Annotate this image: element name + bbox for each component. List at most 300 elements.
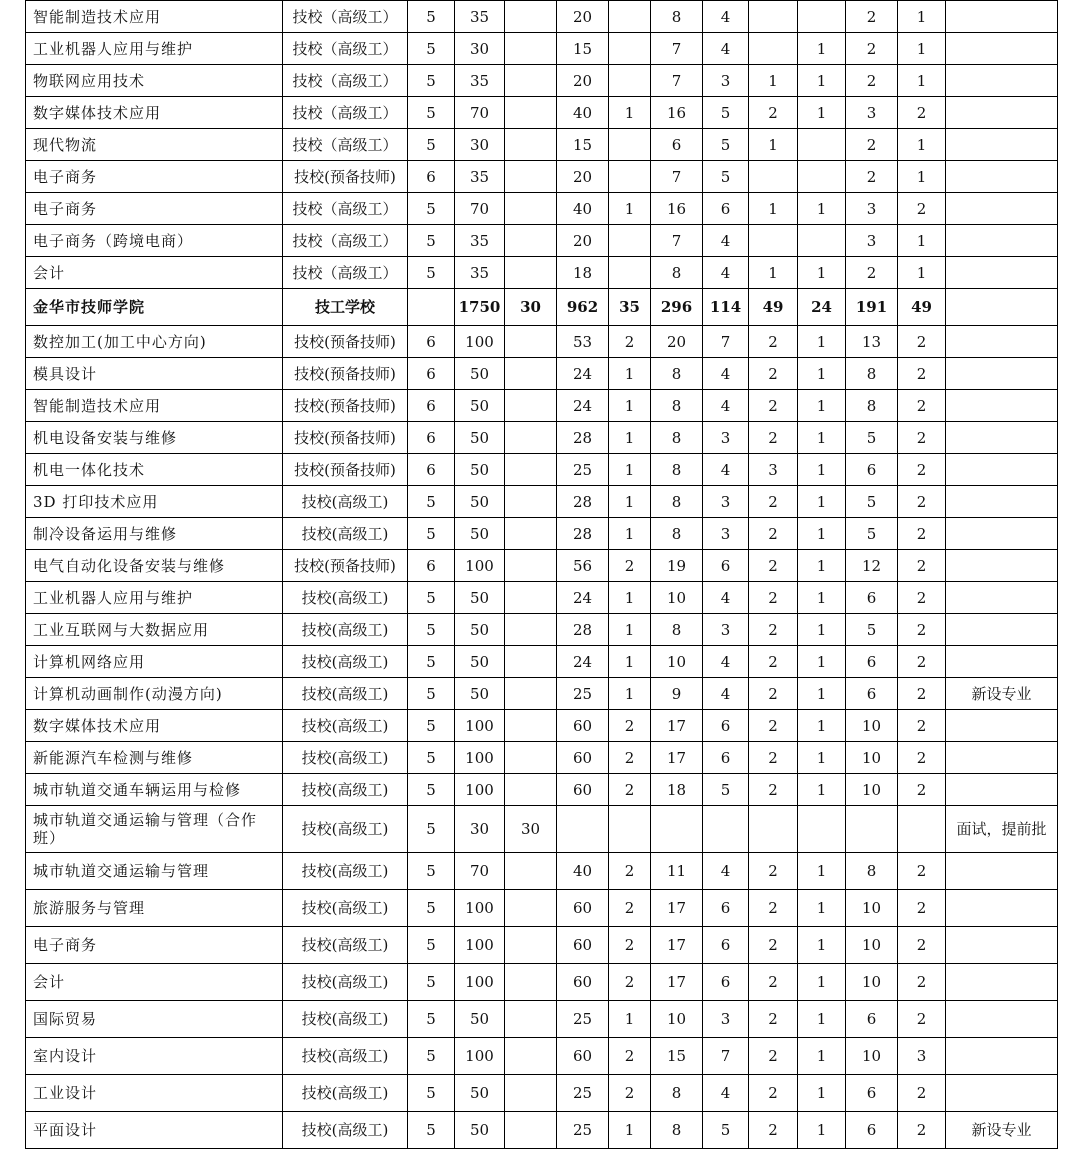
table-cell <box>798 806 846 853</box>
table-cell: 24 <box>557 390 609 422</box>
table-cell: 100 <box>455 774 505 806</box>
table-cell: 9 <box>651 678 703 710</box>
table-row-subtotal <box>26 289 1058 326</box>
table-cell: 70 <box>455 193 505 225</box>
table-cell: 2 <box>609 890 651 927</box>
table-cell: 53 <box>557 326 609 358</box>
table-cell: 1 <box>609 422 651 454</box>
table-cell: 8 <box>651 454 703 486</box>
table-cell: 60 <box>557 710 609 742</box>
school-type-cell: 技校(预备技师) <box>283 422 408 454</box>
table-cell: 8 <box>846 358 898 390</box>
table-cell: 2 <box>898 518 946 550</box>
table-cell: 40 <box>557 97 609 129</box>
remark-cell <box>946 161 1058 193</box>
table-cell: 2 <box>898 326 946 358</box>
table-cell: 5 <box>408 806 455 853</box>
major-name-cell: 平面设计 <box>26 1112 283 1149</box>
table-cell: 191 <box>846 289 898 326</box>
table-cell: 6 <box>846 678 898 710</box>
table-cell: 5 <box>408 1112 455 1149</box>
table-cell: 18 <box>651 774 703 806</box>
school-type-cell: 技校(高级工) <box>283 1112 408 1149</box>
table-cell: 19 <box>651 550 703 582</box>
table-cell <box>505 774 557 806</box>
table-cell: 1 <box>749 193 798 225</box>
table-row <box>26 454 1058 486</box>
table-cell: 6 <box>703 890 749 927</box>
remark-cell <box>946 422 1058 454</box>
major-name-cell: 模具设计 <box>26 358 283 390</box>
remark-cell <box>946 964 1058 1001</box>
table-cell <box>505 1001 557 1038</box>
school-type-cell: 技校(高级工) <box>283 1075 408 1112</box>
table-cell: 1 <box>798 710 846 742</box>
table-cell: 2 <box>898 927 946 964</box>
table-row <box>26 1038 1058 1075</box>
table-cell: 25 <box>557 1075 609 1112</box>
major-name-cell: 城市轨道交通运输与管理 <box>26 853 283 890</box>
table-row <box>26 774 1058 806</box>
table-cell: 50 <box>455 582 505 614</box>
table-cell: 2 <box>749 582 798 614</box>
table-cell: 5 <box>408 890 455 927</box>
major-name-cell: 工业机器人应用与维护 <box>26 33 283 65</box>
table-cell: 17 <box>651 710 703 742</box>
table-cell: 100 <box>455 1038 505 1075</box>
table-cell <box>749 161 798 193</box>
table-cell: 2 <box>898 853 946 890</box>
table-cell <box>505 326 557 358</box>
table-cell: 8 <box>651 1075 703 1112</box>
table-cell: 5 <box>408 225 455 257</box>
school-type-cell: 技校(高级工) <box>283 678 408 710</box>
table-cell: 2 <box>898 710 946 742</box>
table-row <box>26 486 1058 518</box>
table-cell: 5 <box>703 129 749 161</box>
table-cell: 2 <box>749 710 798 742</box>
table-cell: 1 <box>798 65 846 97</box>
major-name-cell: 数控加工(加工中心方向) <box>26 326 283 358</box>
table-cell: 4 <box>703 257 749 289</box>
table-cell <box>505 853 557 890</box>
major-name-cell: 城市轨道交通车辆运用与检修 <box>26 774 283 806</box>
table-cell: 2 <box>749 678 798 710</box>
table-cell: 17 <box>651 964 703 1001</box>
major-name-cell: 工业互联网与大数据应用 <box>26 614 283 646</box>
table-row <box>26 358 1058 390</box>
major-name-cell: 城市轨道交通运输与管理（合作班） <box>26 806 283 853</box>
major-name-cell: 制冷设备运用与维修 <box>26 518 283 550</box>
major-name-cell: 金华市技师学院 <box>26 289 283 326</box>
table-cell: 60 <box>557 774 609 806</box>
remark-cell <box>946 582 1058 614</box>
major-name-cell: 工业机器人应用与维护 <box>26 582 283 614</box>
table-cell: 5 <box>408 646 455 678</box>
school-type-cell: 技校(预备技师) <box>283 550 408 582</box>
table-cell: 1 <box>798 97 846 129</box>
table-cell: 1 <box>609 614 651 646</box>
school-type-cell: 技校（高级工） <box>283 1 408 33</box>
table-cell: 35 <box>455 225 505 257</box>
major-name-cell: 现代物流 <box>26 129 283 161</box>
remark-cell <box>946 97 1058 129</box>
table-cell: 6 <box>846 454 898 486</box>
remark-cell <box>946 33 1058 65</box>
major-name-cell: 会计 <box>26 964 283 1001</box>
table-cell: 24 <box>557 646 609 678</box>
remark-cell <box>946 853 1058 890</box>
table-cell: 2 <box>749 390 798 422</box>
table-cell <box>505 65 557 97</box>
table-cell: 49 <box>898 289 946 326</box>
table-cell: 6 <box>651 129 703 161</box>
table-cell: 8 <box>651 1112 703 1149</box>
table-cell: 6 <box>703 710 749 742</box>
major-name-cell: 电气自动化设备安装与维修 <box>26 550 283 582</box>
table-cell: 1 <box>798 390 846 422</box>
table-cell: 5 <box>408 742 455 774</box>
major-name-cell: 电子商务 <box>26 161 283 193</box>
table-cell: 5 <box>408 1038 455 1075</box>
remark-cell: 面试，提前批 <box>946 806 1058 853</box>
major-name-cell: 智能制造技术应用 <box>26 1 283 33</box>
remark-cell <box>946 927 1058 964</box>
school-type-cell: 技校（高级工） <box>283 97 408 129</box>
table-cell: 1 <box>749 257 798 289</box>
school-type-cell: 技校(预备技师) <box>283 390 408 422</box>
table-cell: 15 <box>651 1038 703 1075</box>
school-type-cell: 技校(高级工) <box>283 486 408 518</box>
table-cell: 30 <box>505 289 557 326</box>
table-cell: 1 <box>798 33 846 65</box>
major-name-cell: 会计 <box>26 257 283 289</box>
table-cell <box>505 225 557 257</box>
table-cell: 2 <box>749 964 798 1001</box>
table-row <box>26 1075 1058 1112</box>
table-cell: 4 <box>703 225 749 257</box>
school-type-cell: 技校(高级工) <box>283 853 408 890</box>
table-cell: 20 <box>557 161 609 193</box>
table-cell: 2 <box>749 518 798 550</box>
table-cell: 35 <box>609 289 651 326</box>
table-cell: 8 <box>651 358 703 390</box>
school-type-cell: 技工学校 <box>283 289 408 326</box>
major-name-cell: 新能源汽车检测与维修 <box>26 742 283 774</box>
table-cell: 10 <box>846 964 898 1001</box>
school-type-cell: 技校(预备技师) <box>283 358 408 390</box>
remark-cell <box>946 193 1058 225</box>
table-cell <box>846 806 898 853</box>
remark-cell <box>946 614 1058 646</box>
table-cell: 1 <box>609 193 651 225</box>
table-cell: 70 <box>455 853 505 890</box>
table-cell: 4 <box>703 454 749 486</box>
table-cell: 6 <box>703 964 749 1001</box>
table-cell: 2 <box>749 614 798 646</box>
table-cell: 2 <box>609 1038 651 1075</box>
table-cell: 6 <box>408 358 455 390</box>
table-cell: 1 <box>609 1112 651 1149</box>
table-cell: 4 <box>703 582 749 614</box>
major-name-cell: 机电设备安装与维修 <box>26 422 283 454</box>
table-cell: 1 <box>609 1001 651 1038</box>
table-cell: 5 <box>408 486 455 518</box>
school-type-cell: 技校(高级工) <box>283 710 408 742</box>
table-cell: 3 <box>703 422 749 454</box>
table-cell: 50 <box>455 1112 505 1149</box>
table-cell: 2 <box>749 97 798 129</box>
table-cell: 6 <box>408 550 455 582</box>
table-cell: 2 <box>898 486 946 518</box>
table-cell: 6 <box>408 422 455 454</box>
remark-cell <box>946 225 1058 257</box>
table-cell: 3 <box>846 225 898 257</box>
table-cell: 2 <box>609 550 651 582</box>
table-row <box>26 225 1058 257</box>
table-cell: 5 <box>703 161 749 193</box>
table-cell: 10 <box>651 646 703 678</box>
major-name-cell: 电子商务 <box>26 927 283 964</box>
remark-cell <box>946 710 1058 742</box>
table-cell: 5 <box>846 486 898 518</box>
table-cell: 17 <box>651 890 703 927</box>
table-cell: 2 <box>846 33 898 65</box>
table-cell: 35 <box>455 161 505 193</box>
school-type-cell: 技校(预备技师) <box>283 161 408 193</box>
remark-cell <box>946 1038 1058 1075</box>
table-cell: 10 <box>846 927 898 964</box>
table-cell: 2 <box>749 853 798 890</box>
table-cell: 2 <box>749 422 798 454</box>
table-cell: 100 <box>455 927 505 964</box>
table-cell: 1 <box>798 486 846 518</box>
remark-cell <box>946 742 1058 774</box>
table-cell: 35 <box>455 65 505 97</box>
table-cell: 3 <box>898 1038 946 1075</box>
table-cell: 30 <box>505 806 557 853</box>
table-cell: 5 <box>408 582 455 614</box>
table-cell: 1 <box>798 358 846 390</box>
table-cell: 18 <box>557 257 609 289</box>
table-cell: 2 <box>609 964 651 1001</box>
table-cell: 2 <box>898 1112 946 1149</box>
table-cell: 60 <box>557 890 609 927</box>
table-cell: 28 <box>557 422 609 454</box>
school-type-cell: 技校(高级工) <box>283 742 408 774</box>
table-cell <box>557 806 609 853</box>
table-cell: 1 <box>798 678 846 710</box>
table-row <box>26 129 1058 161</box>
table-cell: 1 <box>609 486 651 518</box>
table-row <box>26 1112 1058 1149</box>
table-cell <box>505 358 557 390</box>
table-cell: 8 <box>651 1 703 33</box>
major-name-cell: 工业设计 <box>26 1075 283 1112</box>
table-cell: 6 <box>703 193 749 225</box>
table-cell: 5 <box>408 193 455 225</box>
table-cell: 2 <box>749 326 798 358</box>
table-cell: 2 <box>898 454 946 486</box>
table-cell: 25 <box>557 678 609 710</box>
table-cell: 30 <box>455 129 505 161</box>
table-cell <box>505 927 557 964</box>
table-cell: 60 <box>557 742 609 774</box>
table-cell: 6 <box>408 161 455 193</box>
table-cell: 2 <box>898 774 946 806</box>
table-cell: 13 <box>846 326 898 358</box>
table-cell: 50 <box>455 1075 505 1112</box>
school-type-cell: 技校（高级工） <box>283 33 408 65</box>
remark-cell: 新设专业 <box>946 1112 1058 1149</box>
school-type-cell: 技校(高级工) <box>283 964 408 1001</box>
remark-cell <box>946 289 1058 326</box>
table-cell: 3 <box>703 486 749 518</box>
table-cell <box>505 193 557 225</box>
table-cell: 100 <box>455 550 505 582</box>
table-cell: 7 <box>703 326 749 358</box>
major-name-cell: 智能制造技术应用 <box>26 390 283 422</box>
table-cell: 2 <box>846 65 898 97</box>
table-cell: 1 <box>609 518 651 550</box>
remark-cell <box>946 454 1058 486</box>
table-cell: 5 <box>408 964 455 1001</box>
table-cell: 1 <box>798 326 846 358</box>
table-cell: 60 <box>557 964 609 1001</box>
table-cell: 50 <box>455 390 505 422</box>
table-cell <box>505 129 557 161</box>
table-cell: 1 <box>609 97 651 129</box>
table-cell <box>505 390 557 422</box>
table-cell: 1 <box>609 646 651 678</box>
school-type-cell: 技校（高级工） <box>283 193 408 225</box>
table-cell: 2 <box>749 1001 798 1038</box>
table-cell <box>505 1038 557 1075</box>
table-row <box>26 257 1058 289</box>
major-name-cell: 电子商务（跨境电商） <box>26 225 283 257</box>
table-cell <box>505 1075 557 1112</box>
table-cell: 2 <box>898 358 946 390</box>
table-cell: 16 <box>651 193 703 225</box>
table-cell <box>798 161 846 193</box>
table-cell: 50 <box>455 646 505 678</box>
table-cell: 35 <box>455 1 505 33</box>
table-cell: 30 <box>455 806 505 853</box>
table-cell <box>749 225 798 257</box>
school-type-cell: 技校（高级工） <box>283 65 408 97</box>
table-cell <box>703 806 749 853</box>
school-type-cell: 技校（高级工） <box>283 225 408 257</box>
school-type-cell: 技校(高级工) <box>283 890 408 927</box>
table-cell <box>505 582 557 614</box>
table-cell <box>609 65 651 97</box>
table-cell: 6 <box>846 646 898 678</box>
table-cell: 5 <box>408 710 455 742</box>
table-cell: 5 <box>408 33 455 65</box>
table-row <box>26 1001 1058 1038</box>
table-cell: 7 <box>651 161 703 193</box>
table-cell <box>505 710 557 742</box>
table-cell: 2 <box>609 853 651 890</box>
table-cell: 100 <box>455 326 505 358</box>
table-cell: 2 <box>898 550 946 582</box>
major-name-cell: 旅游服务与管理 <box>26 890 283 927</box>
table-cell: 6 <box>846 582 898 614</box>
table-cell <box>798 129 846 161</box>
table-cell <box>749 1 798 33</box>
school-type-cell: 技校(高级工) <box>283 614 408 646</box>
table-cell: 28 <box>557 518 609 550</box>
table-cell <box>505 486 557 518</box>
remark-cell <box>946 257 1058 289</box>
table-cell: 6 <box>408 390 455 422</box>
table-cell: 40 <box>557 193 609 225</box>
table-row <box>26 890 1058 927</box>
table-cell: 1 <box>798 614 846 646</box>
table-cell: 2 <box>846 129 898 161</box>
table-cell: 15 <box>557 129 609 161</box>
table-row <box>26 582 1058 614</box>
table-cell: 1 <box>798 454 846 486</box>
table-cell <box>505 422 557 454</box>
table-cell <box>505 97 557 129</box>
table-cell: 10 <box>846 774 898 806</box>
school-type-cell: 技校(预备技师) <box>283 454 408 486</box>
remark-cell <box>946 646 1058 678</box>
table-cell: 1 <box>798 550 846 582</box>
table-cell: 296 <box>651 289 703 326</box>
table-cell <box>798 1 846 33</box>
table-cell: 1 <box>609 390 651 422</box>
table-cell <box>505 742 557 774</box>
table-cell: 2 <box>609 1075 651 1112</box>
table-cell: 28 <box>557 486 609 518</box>
table-cell <box>609 161 651 193</box>
table-cell: 30 <box>455 33 505 65</box>
table-row <box>26 853 1058 890</box>
table-cell: 3 <box>749 454 798 486</box>
school-type-cell: 技校(高级工) <box>283 927 408 964</box>
school-type-cell: 技校(高级工) <box>283 646 408 678</box>
table-cell: 8 <box>846 390 898 422</box>
table-cell: 20 <box>557 65 609 97</box>
table-cell <box>408 289 455 326</box>
table-cell: 8 <box>846 853 898 890</box>
school-type-cell: 技校(高级工) <box>283 774 408 806</box>
table-cell: 3 <box>703 65 749 97</box>
table-cell <box>609 806 651 853</box>
table-row <box>26 742 1058 774</box>
table-cell: 2 <box>898 1075 946 1112</box>
table-cell: 24 <box>798 289 846 326</box>
table-cell: 24 <box>557 582 609 614</box>
enrollment-table <box>25 0 1058 1149</box>
enrollment-table-container <box>25 0 1057 1149</box>
table-cell: 1 <box>798 518 846 550</box>
table-row <box>26 678 1058 710</box>
table-cell: 25 <box>557 1112 609 1149</box>
table-cell: 7 <box>703 1038 749 1075</box>
table-cell: 3 <box>703 1001 749 1038</box>
table-cell: 1 <box>609 454 651 486</box>
table-cell: 50 <box>455 614 505 646</box>
table-cell: 5 <box>703 774 749 806</box>
table-cell: 56 <box>557 550 609 582</box>
table-row <box>26 964 1058 1001</box>
table-cell: 4 <box>703 678 749 710</box>
table-cell: 15 <box>557 33 609 65</box>
table-cell: 2 <box>749 774 798 806</box>
